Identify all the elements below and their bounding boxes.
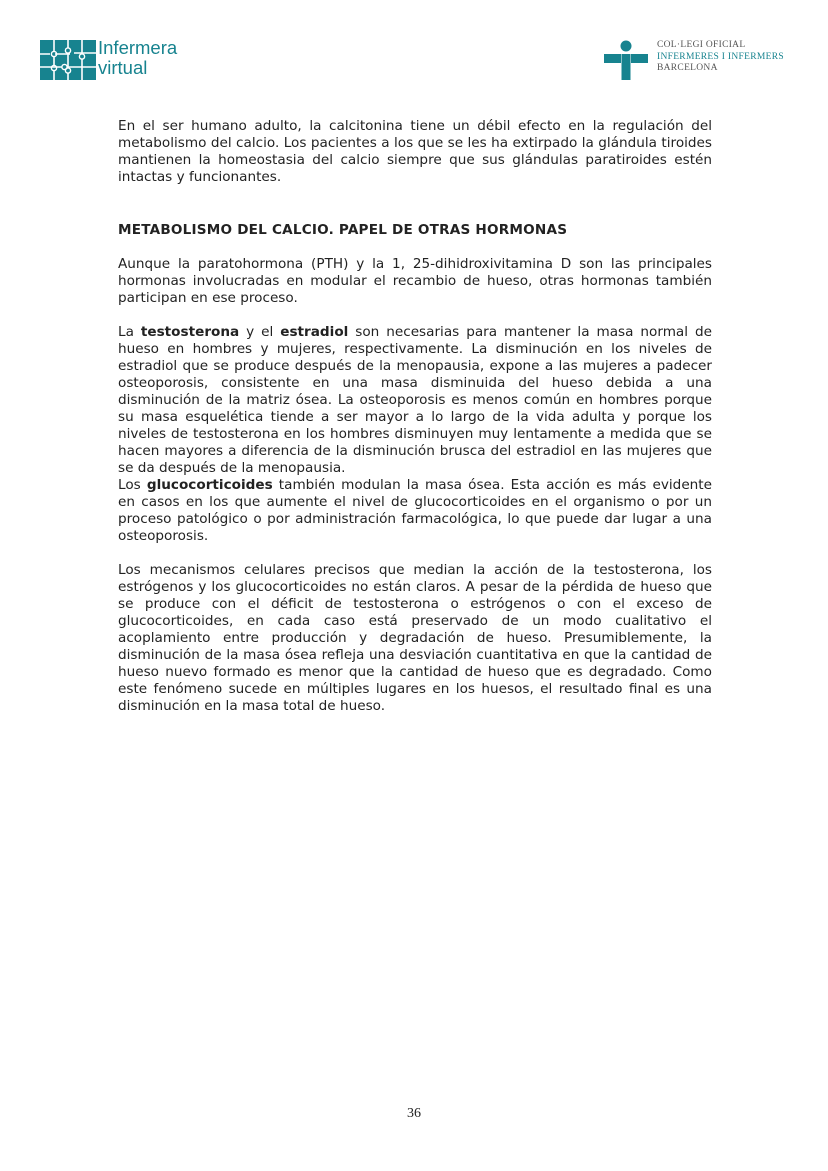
coib-logo	[604, 38, 804, 84]
text-run: Los	[118, 477, 147, 493]
text-run: y el	[239, 324, 281, 340]
section-heading: METABOLISMO DEL CALCIO. PAPEL DE OTRAS HORMONAS	[118, 222, 568, 238]
logo-text-line1: Infermera	[98, 37, 178, 58]
paragraph-hormonas: Aunque la paratohormona (PTH) y la 1, 25-dihidroxivitamina D son las principales hormonas involucradas en modular el recambio de hueso, otras hormonas también participan en ese proceso.	[118, 256, 712, 306]
org-name-line1: COL·LEGI OFICIAL	[657, 40, 746, 50]
text-run: también modulan la masa ósea. Esta acción es más evidente en casos en los que aumente el nivel de glucocorticoides en el organismo o por un proceso patológico o por administración farmacológica, lo que puede dar lugar a una osteoporosis.	[118, 477, 712, 544]
page-header	[0, 0, 828, 100]
org-name-line3: BARCELONA	[657, 63, 718, 73]
paragraph-testosterona	[118, 324, 712, 477]
bold-term-estradiol: estradiol	[280, 324, 349, 340]
infermera-virtual-logo	[40, 38, 200, 84]
text-run: son necesarias para mantener la masa normal de hueso en hombres y mujeres, respectivamente. La disminución en los niveles de estradiol que se produce después de la menopausia, expone a las mujeres a padecer osteoporosis, consistente en una masa disminuida del hueso debida a una disminución de la matriz ósea. La osteoporosis es menos común en hombres porque su masa esquelética tiende a ser mayor a lo largo de la vida adulta y porque los niveles de testosterona en los hombres disminuyen muy lentamente a medida que se hacen mayores a diferencia de la disminución brusca del estradiol en las mujeres que se da después de la menopausia.	[118, 324, 712, 476]
paragraph-mecanismos: Los mecanismos celulares precisos que median la acción de la testosterona, los estrógenos y los glucocorticoides no están claros. A pesar de la pérdida de hueso que se produce con el déficit de testosterona o estrógenos o con el exceso de glucocorticoides, en cada caso está preservado de un modo cualitativo el acoplamiento entre producción y degradación de hueso. Presumiblemente, la disminución de la masa ósea refleja una desviación cuantitativa en que la cantidad de hueso nuevo formado es menor que la cantidad de hueso que es degradado. Como este fenómeno sucede en múltiples lugares en los huesos, el resultado final es una disminución en la masa total de hueso.	[118, 562, 712, 714]
org-name-line2: INFERMERES I INFERMERS	[657, 51, 784, 62]
paragraph-calcitonina: En el ser humano adulto, la calcitonina tiene un débil efecto en la regulación del metabolismo del calcio. Los pacientes a los que se les ha extirpado la glándula tiroides mantienen la homeostasia del calcio siempre que sus glándulas paratiroides estén intactas y funcionantes.	[118, 118, 712, 185]
logo-text-line2: virtual	[98, 57, 148, 78]
bold-term-glucocorticoides: glucocorticoides	[146, 477, 273, 493]
paragraph-glucocorticoides	[118, 477, 712, 545]
cross-logo-icon	[604, 40, 648, 80]
document-body	[118, 118, 712, 715]
puzzle-logo-icon	[40, 40, 96, 80]
page-number: 36	[407, 1106, 421, 1121]
text-run: La	[118, 324, 141, 340]
bold-term-testosterona: testosterona	[140, 324, 240, 340]
